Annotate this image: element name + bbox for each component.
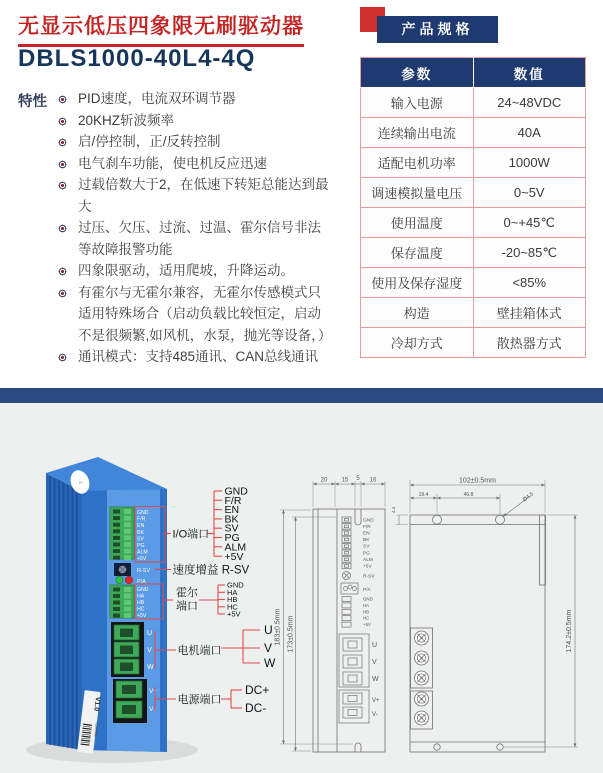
motor-terminal-block <box>111 622 144 677</box>
panel-pin-label: +5V <box>137 613 147 619</box>
pin-label: PG <box>224 532 240 544</box>
feature-item: PID速度，电流双环调节器 <box>54 88 334 110</box>
value-cell: <85% <box>473 268 586 298</box>
dim-label: 16 <box>369 477 377 484</box>
panel-pin-label: V <box>147 647 152 654</box>
pin-label: R-SV <box>363 574 375 580</box>
drawings-section <box>0 403 603 773</box>
table-row <box>361 298 586 328</box>
pin-label: BK <box>224 513 239 526</box>
device-render <box>26 457 198 763</box>
screw <box>415 711 429 725</box>
param-cell: 使用及保存湿度 <box>361 268 474 298</box>
green-led <box>116 576 123 583</box>
value-cell: 1000W <box>473 148 586 178</box>
screw <box>415 631 429 645</box>
pin-label: GND <box>363 518 374 524</box>
value-cell: 24~48VDC <box>473 88 586 118</box>
pin-label: F/R <box>363 524 371 530</box>
pin-label: DC+ <box>245 683 270 697</box>
spec-section-title: 产品规格 <box>377 16 498 43</box>
pin-label: EN <box>224 504 240 517</box>
logo-letter: R <box>78 479 84 487</box>
page-title: 无显示低压四象限无刷驱动器 <box>18 10 304 47</box>
feature-item: 过压、欠压、过流、过温、霍尔信号非法等故障报警功能 <box>54 217 334 260</box>
panel-rsv-label: R-SV <box>137 568 151 574</box>
power-port-label: 电源端口 <box>177 694 222 706</box>
panel-pin-label: F/R <box>137 516 146 523</box>
width-dim-label: 102±0.5mm <box>459 477 496 485</box>
pin-label: W <box>372 676 379 683</box>
pin-label: SV <box>363 544 370 550</box>
power-pin-list <box>245 683 269 715</box>
height-dim-label: 173±0.5mm <box>287 615 295 653</box>
pin-label: PG <box>363 551 370 557</box>
power-terminal-block <box>113 679 147 723</box>
features-label: 特性 <box>18 94 47 110</box>
pin-label: V <box>264 641 273 655</box>
panel-pin-label: SV <box>137 536 144 543</box>
feature-item: 过载倍数大于2，在低速下转矩总能达到最大 <box>54 174 334 217</box>
panel-pin-label: V+ <box>149 688 158 695</box>
hall-pin-list <box>227 581 244 619</box>
pin-label: ALM <box>224 541 247 554</box>
hall-port-label-2: 端口 <box>176 600 198 613</box>
value-cell: 40A <box>473 118 586 148</box>
feature-item: 通讯模式：支持485通讯、CAN总线通讯 <box>54 346 334 368</box>
param-cell: 构造 <box>361 298 474 328</box>
panel-pin-label: HB <box>137 600 145 606</box>
pin-label: P/A <box>363 588 371 593</box>
table-row <box>361 268 586 298</box>
param-cell: 保存温度 <box>361 238 474 268</box>
section-divider-bar <box>0 388 603 403</box>
pin-label: GND <box>227 580 244 590</box>
panel-pin-label: GND <box>137 587 149 593</box>
value-cell: -20~85℃ <box>473 238 586 268</box>
height-dim-label: 174.2±0.5mm <box>566 609 573 653</box>
pin-label: +5V <box>363 622 371 628</box>
speed-gain-label: 速度增益 R-SV <box>172 564 250 577</box>
pin-label: V <box>372 659 377 666</box>
red-led <box>125 576 132 583</box>
feature-item: 有霍尔与无霍尔兼容，无霍尔传感模式只适用特殊场合（启动负载比较恒定，启动不是很频繁,如风机，水泵，抛光等设备，） <box>54 282 334 347</box>
panel-pin-label: EN <box>137 523 145 530</box>
panel-pin-label: +5V <box>137 556 147 563</box>
pin-label: HB <box>227 595 238 604</box>
dim-label: 5 <box>356 476 360 482</box>
dim-label: 20 <box>320 477 328 484</box>
motor-port-label: 电机端口 <box>177 645 222 657</box>
pin-label: SV <box>224 522 239 535</box>
io-callout-lines <box>163 491 222 556</box>
pin-label: HC <box>227 602 238 612</box>
panel-pin-label: HA <box>137 593 145 600</box>
pin-label: GND <box>224 485 248 498</box>
param-cell: 输入电源 <box>361 88 474 118</box>
table-row <box>361 148 586 178</box>
param-cell: 适配电机功率 <box>361 148 474 178</box>
spec-table <box>360 57 586 358</box>
table-row <box>361 238 586 268</box>
model-number: DBLS1000-40L4-4Q <box>18 45 256 72</box>
features-list <box>54 88 334 368</box>
pin-label: HB <box>363 609 370 615</box>
pin-label: ALM <box>363 557 373 563</box>
panel-pin-label: PG <box>137 543 145 549</box>
dim-label: 15 <box>341 477 349 484</box>
dim-label: 4.4 <box>391 506 396 514</box>
param-cell: 使用温度 <box>361 208 474 238</box>
io-port-label: I/O端口 <box>172 528 210 541</box>
screw <box>415 671 429 685</box>
panel-pin-label: V- <box>149 706 156 713</box>
panel-pin-label: HC <box>137 606 145 613</box>
speed-pot <box>114 563 131 576</box>
dim-label: 46.8 <box>463 492 474 498</box>
value-cell: 0~5V <box>473 178 586 208</box>
table-row <box>361 88 586 118</box>
dim-label: 19.4 <box>418 492 429 498</box>
pin-label: U <box>264 623 273 637</box>
spec-col-param: 参数 <box>361 58 474 88</box>
serial-number: 12202408 <box>93 721 99 738</box>
panel-pin-label: ALM <box>137 549 148 556</box>
pin-label: GND <box>363 596 373 602</box>
panel-pa-label: P/A <box>137 579 146 585</box>
pin-label: +5V <box>363 564 372 570</box>
table-row <box>361 328 586 358</box>
param-cell: 连续输出电流 <box>361 118 474 148</box>
panel-pin-label: GND <box>137 510 149 516</box>
pin-label: EN <box>363 531 370 537</box>
version-label: V1.0 <box>92 696 101 712</box>
feature-item: 20KHZ斩波频率 <box>54 110 334 132</box>
pin-label: V- <box>372 712 378 718</box>
fin-lines <box>50 476 77 749</box>
front-power-pin-labels <box>372 698 380 718</box>
value-cell: 散热器方式 <box>473 328 586 358</box>
table-row <box>361 118 586 148</box>
pin-label: HA <box>363 602 370 608</box>
table-row <box>361 208 586 238</box>
height-dim-label: 183±0.5mm <box>274 608 282 646</box>
panel-pin-label: BK <box>137 529 144 536</box>
pin-label: BK <box>363 538 370 544</box>
pin-label: DC- <box>245 701 267 715</box>
value-cell: 壁挂箱体式 <box>473 298 586 328</box>
value-cell: 0~+45℃ <box>473 208 586 238</box>
screw <box>415 651 429 665</box>
pin-label: W <box>264 656 276 670</box>
front-hall-pin-labels <box>363 597 373 628</box>
hall-port-label-1: 霍尔 <box>176 587 198 599</box>
screw <box>415 692 429 706</box>
param-cell: 调速模拟量电压 <box>361 178 474 208</box>
spec-col-value: 数值 <box>473 58 586 88</box>
hole-dia-label: Ø4.5 <box>521 491 535 504</box>
pin-label: +5V <box>224 550 244 563</box>
pin-label: F/R <box>224 494 242 507</box>
pin-label: U <box>372 642 378 649</box>
pin-label: +5V <box>227 609 241 619</box>
table-row <box>361 178 586 208</box>
spec-header-row <box>361 58 586 88</box>
hall-terminal-block <box>110 585 134 618</box>
feature-item: 四象限驱动，适用爬坡，升降运动。 <box>54 260 334 282</box>
front-view-texts <box>275 476 381 718</box>
io-terminal-block <box>110 507 134 560</box>
param-cell: 冷却方式 <box>361 328 474 358</box>
callout-annotations <box>155 486 276 716</box>
pin-label: HC <box>363 615 370 621</box>
feature-item: 启/停控制，正/反转控制 <box>54 131 334 153</box>
panel-pin-label: U <box>147 630 153 637</box>
panel-pin-label: W <box>147 664 154 671</box>
front-motor-pin-labels <box>372 642 379 683</box>
front-io-pin-labels <box>363 517 374 569</box>
io-pin-list <box>225 486 249 563</box>
feature-item: 电气刹车功能，使电机反应迅速 <box>54 153 334 175</box>
pin-label: V+ <box>372 698 380 704</box>
pin-label: HA <box>227 587 238 597</box>
technical-drawing <box>0 403 603 773</box>
